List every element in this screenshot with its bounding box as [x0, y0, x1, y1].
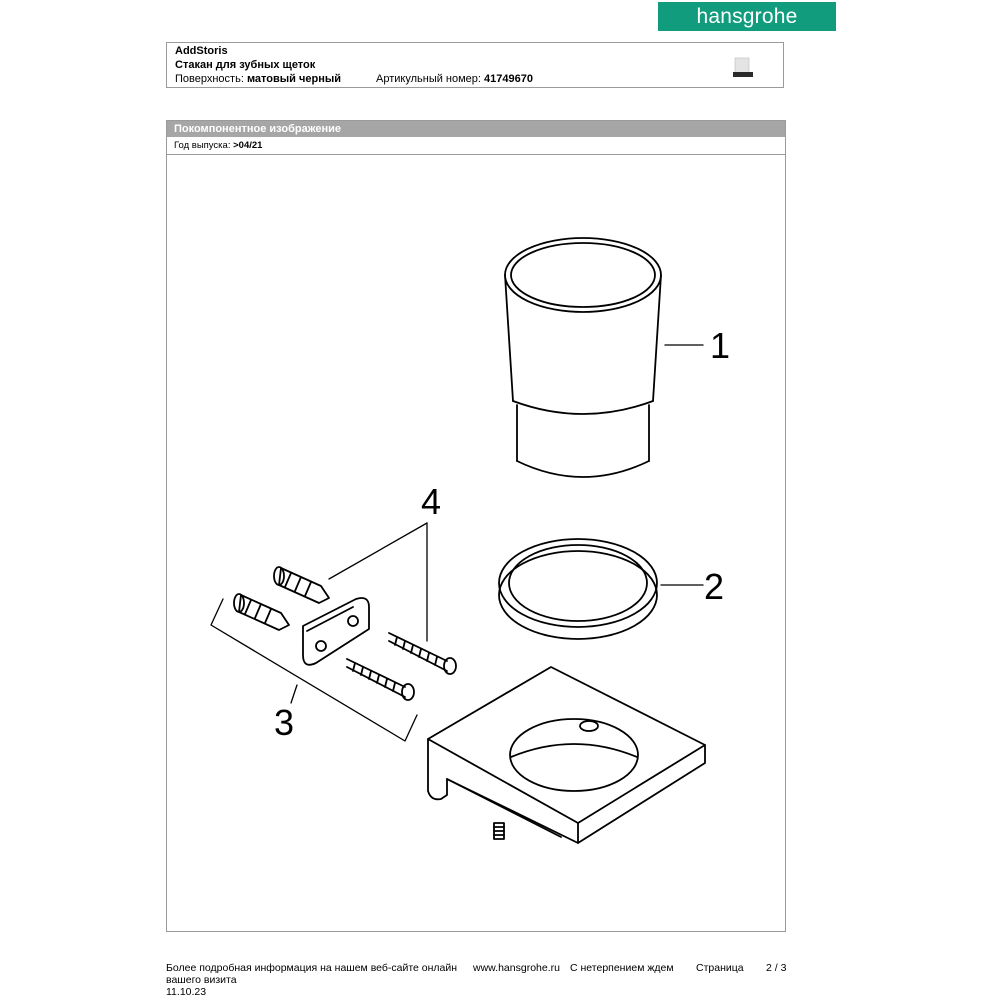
callout-1: 1 — [710, 325, 731, 366]
wall-holder — [428, 667, 705, 843]
footer-visit-line1: С нетерпением ждем — [570, 962, 674, 974]
footer-visit-line2: вашего визита — [166, 974, 237, 986]
wall-dowel-lower — [234, 594, 289, 630]
footer-info-text: Более подробная информация на нашем веб-сайте онлайн — [166, 962, 458, 974]
footer-page-label: Страница — [696, 962, 744, 974]
wall-dowel-upper — [274, 567, 329, 603]
footer-website-link[interactable]: www.hansgrohe.ru — [473, 962, 560, 974]
surface-label: Поверхность: — [175, 73, 244, 85]
tumbler-glass — [505, 238, 661, 477]
mounting-plate — [303, 598, 369, 665]
footer-page-number: 2 / 3 — [766, 962, 787, 974]
retaining-ring — [499, 539, 657, 639]
leader-lines — [211, 345, 703, 741]
screw-upper — [389, 633, 456, 674]
product-header — [166, 42, 784, 88]
callout-3: 3 — [274, 702, 295, 743]
surface-value: матовый черный — [246, 73, 342, 85]
article-label: Артикульный номер: — [376, 73, 481, 85]
callout-4: 4 — [421, 481, 442, 522]
surface-info — [175, 73, 341, 85]
release-year — [167, 137, 785, 155]
article-info — [376, 73, 533, 85]
year-value: >04/21 — [233, 140, 263, 151]
hansgrohe-logo: hansgrohe — [658, 2, 836, 31]
product-line: AddStoris — [175, 45, 228, 57]
exploded-view-section — [166, 120, 786, 932]
product-thumbnail-icon — [731, 57, 755, 79]
footer-date: 11.10.23 — [166, 986, 207, 998]
product-name: Стакан для зубных щеток — [175, 59, 316, 71]
set-screw — [494, 823, 504, 839]
callout-2: 2 — [704, 566, 725, 607]
year-label: Год выпуска: — [174, 140, 231, 151]
screw-lower — [347, 659, 414, 700]
exploded-view-drawing — [167, 155, 785, 931]
section-title: Покомпонентное изображение — [167, 121, 785, 137]
article-number: 41749670 — [484, 73, 533, 85]
